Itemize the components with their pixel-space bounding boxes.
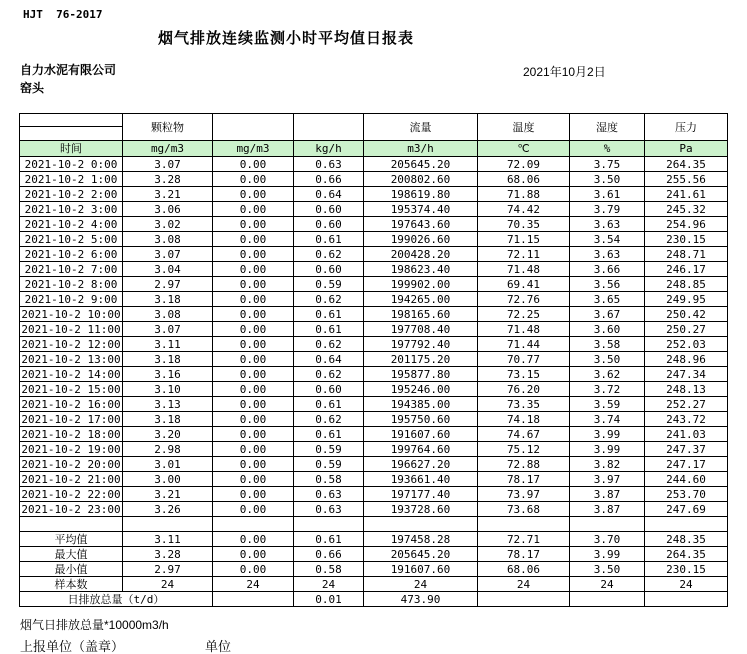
time-cell: 2021-10-2 0:00 bbox=[20, 157, 123, 172]
summary-pm-concentration: 3.28 bbox=[123, 547, 213, 562]
flow-cell: 193728.60 bbox=[364, 502, 478, 517]
pm-concentration-cell: 3.04 bbox=[123, 262, 213, 277]
flow-cell: 197708.40 bbox=[364, 322, 478, 337]
humidity-cell: 3.60 bbox=[570, 322, 645, 337]
time-cell: 2021-10-2 18:00 bbox=[21, 427, 121, 441]
pm-secondary-cell: 0.00 bbox=[213, 202, 294, 217]
pm-secondary-cell: 0.00 bbox=[213, 292, 294, 307]
unit-m3h: m3/h bbox=[364, 141, 478, 157]
corner-cell-top bbox=[20, 114, 123, 127]
time-cell: 2021-10-2 13:00 bbox=[21, 352, 121, 366]
temperature-cell: 78.17 bbox=[478, 472, 570, 487]
table-row bbox=[20, 277, 728, 292]
time-cell: 2021-10-2 23:00 bbox=[21, 502, 121, 516]
temperature-cell: 68.06 bbox=[478, 172, 570, 187]
col-header-temperature: 温度 bbox=[478, 114, 570, 141]
pm-concentration-cell: 3.18 bbox=[123, 352, 213, 367]
time-cell: 2021-10-2 9:00 bbox=[20, 292, 123, 307]
time-cell: 2021-10-2 11:00 bbox=[21, 322, 121, 336]
pressure-cell: 247.34 bbox=[645, 367, 728, 382]
temperature-cell: 73.35 bbox=[478, 397, 570, 412]
temperature-cell: 72.76 bbox=[478, 292, 570, 307]
col-header-flow: 流量 bbox=[364, 114, 478, 141]
summary-row bbox=[20, 532, 728, 547]
reporting-unit-label: 上报单位（盖章） bbox=[20, 639, 125, 654]
daily-total-flow: 473.90 bbox=[364, 592, 478, 607]
humidity-cell: 3.72 bbox=[570, 382, 645, 397]
flow-cell: 195374.40 bbox=[364, 202, 478, 217]
flow-cell: 194385.00 bbox=[364, 397, 478, 412]
group-header-row bbox=[20, 114, 728, 127]
humidity-cell: 3.63 bbox=[570, 217, 645, 232]
monitoring-point: 窑头 bbox=[20, 81, 45, 95]
page-title: 烟气排放连续监测小时平均值日报表 bbox=[158, 30, 415, 47]
temperature-cell: 72.88 bbox=[478, 457, 570, 472]
table-row bbox=[20, 307, 728, 322]
temperature-cell: 73.68 bbox=[478, 502, 570, 517]
pm-rate-cell: 0.66 bbox=[294, 172, 364, 187]
humidity-cell: 3.97 bbox=[570, 472, 645, 487]
time-cell: 2021-10-2 2:00 bbox=[20, 187, 123, 202]
pm-concentration-cell: 3.20 bbox=[123, 427, 213, 442]
pm-concentration-cell: 2.97 bbox=[123, 277, 213, 292]
table-row bbox=[20, 352, 728, 367]
pm-concentration-cell: 3.26 bbox=[123, 502, 213, 517]
pm-concentration-cell: 3.07 bbox=[123, 247, 213, 262]
humidity-cell: 3.87 bbox=[570, 487, 645, 502]
unit-pa: Pa bbox=[645, 141, 728, 157]
pressure-cell: 252.27 bbox=[645, 397, 728, 412]
flow-cell: 199026.60 bbox=[364, 232, 478, 247]
pressure-cell: 264.35 bbox=[645, 157, 728, 172]
table-row bbox=[20, 367, 728, 382]
time-header: 时间 bbox=[20, 141, 123, 157]
spacer-row bbox=[20, 517, 728, 532]
table-row bbox=[20, 247, 728, 262]
table-row bbox=[20, 262, 728, 277]
summary-humidity: 3.70 bbox=[570, 532, 645, 547]
pm-secondary-cell: 0.00 bbox=[213, 217, 294, 232]
pressure-cell: 254.96 bbox=[645, 217, 728, 232]
humidity-cell: 3.99 bbox=[570, 442, 645, 457]
temperature-cell: 71.88 bbox=[478, 187, 570, 202]
summary-humidity: 24 bbox=[570, 577, 645, 592]
temperature-cell: 69.41 bbox=[478, 277, 570, 292]
time-cell: 2021-10-2 15:00 bbox=[21, 382, 121, 396]
pm-secondary-cell: 0.00 bbox=[213, 187, 294, 202]
col-header-blank-2 bbox=[294, 114, 364, 141]
pm-concentration-cell: 3.07 bbox=[123, 322, 213, 337]
table-row bbox=[20, 157, 728, 172]
humidity-cell: 3.99 bbox=[570, 427, 645, 442]
temperature-cell: 74.67 bbox=[478, 427, 570, 442]
pm-rate-cell: 0.62 bbox=[294, 292, 364, 307]
summary-humidity: 3.50 bbox=[570, 562, 645, 577]
pm-rate-cell: 0.64 bbox=[294, 352, 364, 367]
summary-pm-rate: 0.66 bbox=[294, 547, 364, 562]
pm-concentration-cell: 3.06 bbox=[123, 202, 213, 217]
col-header-pressure: 压力 bbox=[645, 114, 728, 141]
table-row bbox=[20, 292, 728, 307]
table-row bbox=[20, 457, 728, 472]
pm-rate-cell: 0.61 bbox=[294, 322, 364, 337]
table-row bbox=[20, 382, 728, 397]
summary-pm-secondary: 24 bbox=[213, 577, 294, 592]
pm-rate-cell: 0.60 bbox=[294, 262, 364, 277]
time-cell: 2021-10-2 17:00 bbox=[21, 412, 121, 426]
humidity-cell: 3.66 bbox=[570, 262, 645, 277]
flow-cell: 195750.60 bbox=[364, 412, 478, 427]
humidity-cell: 3.61 bbox=[570, 187, 645, 202]
table-row bbox=[20, 217, 728, 232]
summary-label: 样本数 bbox=[20, 577, 123, 592]
humidity-cell: 3.59 bbox=[570, 397, 645, 412]
pm-secondary-cell: 0.00 bbox=[213, 487, 294, 502]
units-row bbox=[20, 141, 728, 157]
time-cell: 2021-10-2 12:00 bbox=[21, 337, 121, 351]
table-row bbox=[20, 232, 728, 247]
summary-pm-concentration: 2.97 bbox=[123, 562, 213, 577]
pm-concentration-cell: 3.21 bbox=[123, 187, 213, 202]
table-row bbox=[20, 502, 728, 517]
pm-rate-cell: 0.62 bbox=[294, 367, 364, 382]
summary-flow: 197458.28 bbox=[364, 532, 478, 547]
time-cell: 2021-10-2 22:00 bbox=[21, 487, 121, 501]
humidity-cell: 3.74 bbox=[570, 412, 645, 427]
pressure-cell: 241.03 bbox=[645, 427, 728, 442]
summary-temperature: 68.06 bbox=[478, 562, 570, 577]
pm-concentration-cell: 3.11 bbox=[123, 337, 213, 352]
summary-pressure: 24 bbox=[645, 577, 728, 592]
summary-row bbox=[20, 562, 728, 577]
humidity-cell: 3.62 bbox=[570, 367, 645, 382]
humidity-cell: 3.56 bbox=[570, 277, 645, 292]
pressure-cell: 248.13 bbox=[645, 382, 728, 397]
data-rows bbox=[20, 157, 728, 517]
pm-secondary-cell: 0.00 bbox=[213, 247, 294, 262]
time-cell: 2021-10-2 1:00 bbox=[20, 172, 123, 187]
flow-cell: 194265.00 bbox=[364, 292, 478, 307]
pm-secondary-cell: 0.00 bbox=[213, 382, 294, 397]
pm-secondary-cell: 0.00 bbox=[213, 322, 294, 337]
col-header-particulate: 颗粒物 bbox=[123, 114, 213, 141]
pressure-cell: 243.72 bbox=[645, 412, 728, 427]
humidity-cell: 3.87 bbox=[570, 502, 645, 517]
flow-cell: 195877.80 bbox=[364, 367, 478, 382]
pressure-cell: 252.03 bbox=[645, 337, 728, 352]
col-header-humidity: 湿度 bbox=[570, 114, 645, 141]
humidity-cell: 3.54 bbox=[570, 232, 645, 247]
summary-humidity: 3.99 bbox=[570, 547, 645, 562]
pm-concentration-cell: 3.02 bbox=[123, 217, 213, 232]
pressure-cell: 248.71 bbox=[645, 247, 728, 262]
temperature-cell: 72.09 bbox=[478, 157, 570, 172]
unit-kgh: kg/h bbox=[294, 141, 364, 157]
summary-flow: 191607.60 bbox=[364, 562, 478, 577]
temperature-cell: 72.25 bbox=[478, 307, 570, 322]
flow-cell: 197643.60 bbox=[364, 217, 478, 232]
pressure-cell: 253.70 bbox=[645, 487, 728, 502]
time-cell: 2021-10-2 4:00 bbox=[20, 217, 123, 232]
flow-cell: 205645.20 bbox=[364, 157, 478, 172]
humidity-cell: 3.50 bbox=[570, 352, 645, 367]
pressure-cell: 250.27 bbox=[645, 322, 728, 337]
pm-secondary-cell: 0.00 bbox=[213, 472, 294, 487]
flow-cell: 191607.60 bbox=[364, 427, 478, 442]
summary-flow: 24 bbox=[364, 577, 478, 592]
pm-secondary-cell: 0.00 bbox=[213, 427, 294, 442]
temperature-cell: 72.11 bbox=[478, 247, 570, 262]
temperature-cell: 74.18 bbox=[478, 412, 570, 427]
pressure-cell: 255.56 bbox=[645, 172, 728, 187]
time-cell: 2021-10-2 21:00 bbox=[21, 472, 121, 486]
pm-concentration-cell: 3.07 bbox=[123, 157, 213, 172]
pm-secondary-cell: 0.00 bbox=[213, 397, 294, 412]
pressure-cell: 244.60 bbox=[645, 472, 728, 487]
pm-rate-cell: 0.60 bbox=[294, 382, 364, 397]
pm-rate-cell: 0.62 bbox=[294, 412, 364, 427]
pm-concentration-cell: 3.16 bbox=[123, 367, 213, 382]
unit-mgm3: mg/m3 bbox=[213, 141, 294, 157]
time-cell: 2021-10-2 19:00 bbox=[21, 442, 121, 456]
table-row bbox=[20, 172, 728, 187]
temperature-cell: 70.77 bbox=[478, 352, 570, 367]
temperature-cell: 71.44 bbox=[478, 337, 570, 352]
temperature-cell: 71.15 bbox=[478, 232, 570, 247]
pm-rate-cell: 0.59 bbox=[294, 442, 364, 457]
unit-percent: % bbox=[570, 141, 645, 157]
time-cell: 2021-10-2 10:00 bbox=[21, 307, 121, 321]
pm-secondary-cell: 0.00 bbox=[213, 172, 294, 187]
summary-row bbox=[20, 547, 728, 562]
humidity-cell: 3.75 bbox=[570, 157, 645, 172]
pm-secondary-cell: 0.00 bbox=[213, 262, 294, 277]
pressure-cell: 247.37 bbox=[645, 442, 728, 457]
time-cell: 2021-10-2 16:00 bbox=[21, 397, 121, 411]
flow-cell: 196627.20 bbox=[364, 457, 478, 472]
temperature-cell: 73.15 bbox=[478, 367, 570, 382]
pm-concentration-cell: 3.10 bbox=[123, 382, 213, 397]
summary-row bbox=[20, 577, 728, 592]
summary-pm-rate: 24 bbox=[294, 577, 364, 592]
pm-secondary-cell: 0.00 bbox=[213, 337, 294, 352]
summary-pm-secondary: 0.00 bbox=[213, 562, 294, 577]
pressure-cell: 248.85 bbox=[645, 277, 728, 292]
flow-cell: 193661.40 bbox=[364, 472, 478, 487]
pm-rate-cell: 0.60 bbox=[294, 217, 364, 232]
report-date: 2021年10月2日 bbox=[523, 65, 606, 79]
pm-concentration-cell: 3.08 bbox=[123, 307, 213, 322]
pm-secondary-cell: 0.00 bbox=[213, 232, 294, 247]
pm-rate-cell: 0.63 bbox=[294, 487, 364, 502]
pm-secondary-cell: 0.00 bbox=[213, 442, 294, 457]
time-cell: 2021-10-2 5:00 bbox=[20, 232, 123, 247]
time-cell: 2021-10-2 8:00 bbox=[20, 277, 123, 292]
pm-concentration-cell: 3.08 bbox=[123, 232, 213, 247]
table-row bbox=[20, 202, 728, 217]
daily-total-pm: 0.01 bbox=[294, 592, 364, 607]
pm-rate-cell: 0.59 bbox=[294, 277, 364, 292]
flow-cell: 197792.40 bbox=[364, 337, 478, 352]
pm-rate-cell: 0.62 bbox=[294, 337, 364, 352]
pm-rate-cell: 0.64 bbox=[294, 187, 364, 202]
pm-concentration-cell: 3.21 bbox=[123, 487, 213, 502]
pressure-cell: 230.15 bbox=[645, 232, 728, 247]
flow-cell: 199764.60 bbox=[364, 442, 478, 457]
summary-rows bbox=[20, 532, 728, 592]
summary-pm-secondary: 0.00 bbox=[213, 547, 294, 562]
summary-temperature: 72.71 bbox=[478, 532, 570, 547]
pm-rate-cell: 0.58 bbox=[294, 472, 364, 487]
flow-cell: 198619.80 bbox=[364, 187, 478, 202]
flow-cell: 201175.20 bbox=[364, 352, 478, 367]
company-name: 自力水泥有限公司 bbox=[20, 63, 117, 77]
table-row bbox=[20, 472, 728, 487]
pm-concentration-cell: 3.00 bbox=[123, 472, 213, 487]
summary-pm-rate: 0.61 bbox=[294, 532, 364, 547]
summary-pm-secondary: 0.00 bbox=[213, 532, 294, 547]
time-cell: 2021-10-2 7:00 bbox=[20, 262, 123, 277]
humidity-cell: 3.79 bbox=[570, 202, 645, 217]
flow-cell: 200802.60 bbox=[364, 172, 478, 187]
pm-concentration-cell: 3.28 bbox=[123, 172, 213, 187]
pm-secondary-cell: 0.00 bbox=[213, 352, 294, 367]
humidity-cell: 3.82 bbox=[570, 457, 645, 472]
daily-total-row bbox=[20, 592, 728, 607]
daily-total-blank bbox=[213, 592, 294, 607]
pressure-cell: 247.69 bbox=[645, 502, 728, 517]
table-row bbox=[20, 412, 728, 427]
summary-pm-concentration: 24 bbox=[123, 577, 213, 592]
summary-flow: 205645.20 bbox=[364, 547, 478, 562]
pm-rate-cell: 0.61 bbox=[294, 427, 364, 442]
summary-label: 平均值 bbox=[20, 532, 123, 547]
humidity-cell: 3.63 bbox=[570, 247, 645, 262]
pm-rate-cell: 0.61 bbox=[294, 307, 364, 322]
pm-secondary-cell: 0.00 bbox=[213, 457, 294, 472]
pm-secondary-cell: 0.00 bbox=[213, 502, 294, 517]
pressure-cell: 245.32 bbox=[645, 202, 728, 217]
pm-rate-cell: 0.63 bbox=[294, 157, 364, 172]
humidity-cell: 3.58 bbox=[570, 337, 645, 352]
table-row bbox=[20, 322, 728, 337]
pm-rate-cell: 0.60 bbox=[294, 202, 364, 217]
pm-concentration-cell: 3.18 bbox=[123, 412, 213, 427]
pressure-cell: 248.96 bbox=[645, 352, 728, 367]
unit-pm-mgm3: mg/m3 bbox=[123, 141, 213, 157]
summary-label: 最大值 bbox=[20, 547, 123, 562]
pressure-cell: 250.42 bbox=[645, 307, 728, 322]
pm-secondary-cell: 0.00 bbox=[213, 277, 294, 292]
pressure-cell: 246.17 bbox=[645, 262, 728, 277]
time-cell: 2021-10-2 6:00 bbox=[20, 247, 123, 262]
temperature-cell: 74.42 bbox=[478, 202, 570, 217]
flow-cell: 195246.00 bbox=[364, 382, 478, 397]
time-cell: 2021-10-2 20:00 bbox=[21, 457, 121, 471]
humidity-cell: 3.67 bbox=[570, 307, 645, 322]
pm-concentration-cell: 2.98 bbox=[123, 442, 213, 457]
pm-secondary-cell: 0.00 bbox=[213, 157, 294, 172]
table-row bbox=[20, 442, 728, 457]
summary-temperature: 78.17 bbox=[478, 547, 570, 562]
table-row bbox=[20, 397, 728, 412]
summary-pm-concentration: 3.11 bbox=[123, 532, 213, 547]
report-table bbox=[19, 113, 728, 607]
table-row bbox=[20, 427, 728, 442]
summary-temperature: 24 bbox=[478, 577, 570, 592]
pm-concentration-cell: 3.13 bbox=[123, 397, 213, 412]
summary-pressure: 248.35 bbox=[645, 532, 728, 547]
corner-cell-bottom bbox=[20, 127, 123, 141]
summary-label: 最小值 bbox=[20, 562, 123, 577]
temperature-cell: 71.48 bbox=[478, 322, 570, 337]
pm-concentration-cell: 3.18 bbox=[123, 292, 213, 307]
summary-pressure: 264.35 bbox=[645, 547, 728, 562]
temperature-cell: 73.97 bbox=[478, 487, 570, 502]
pressure-cell: 241.61 bbox=[645, 187, 728, 202]
col-header-blank-1 bbox=[213, 114, 294, 141]
time-cell: 2021-10-2 14:00 bbox=[21, 367, 121, 381]
pm-concentration-cell: 3.01 bbox=[123, 457, 213, 472]
pressure-cell: 247.17 bbox=[645, 457, 728, 472]
unit-celsius: ℃ bbox=[478, 141, 570, 157]
unit-label: 单位 bbox=[205, 639, 232, 654]
pm-rate-cell: 0.61 bbox=[294, 232, 364, 247]
humidity-cell: 3.65 bbox=[570, 292, 645, 307]
pm-secondary-cell: 0.00 bbox=[213, 367, 294, 382]
temperature-cell: 70.35 bbox=[478, 217, 570, 232]
summary-pressure: 230.15 bbox=[645, 562, 728, 577]
pm-secondary-cell: 0.00 bbox=[213, 307, 294, 322]
signature-line bbox=[20, 636, 520, 654]
flow-cell: 198623.40 bbox=[364, 262, 478, 277]
standard-number: HJT 76-2017 bbox=[23, 8, 103, 21]
flow-cell: 197177.40 bbox=[364, 487, 478, 502]
pm-rate-cell: 0.62 bbox=[294, 247, 364, 262]
daily-total-label: 日排放总量（t/d） bbox=[20, 592, 213, 607]
humidity-cell: 3.50 bbox=[570, 172, 645, 187]
pm-rate-cell: 0.59 bbox=[294, 457, 364, 472]
table-row bbox=[20, 187, 728, 202]
flow-cell: 198165.60 bbox=[364, 307, 478, 322]
pm-secondary-cell: 0.00 bbox=[213, 412, 294, 427]
flow-cell: 200428.20 bbox=[364, 247, 478, 262]
flow-cell: 199902.00 bbox=[364, 277, 478, 292]
table-row bbox=[20, 337, 728, 352]
pressure-cell: 249.95 bbox=[645, 292, 728, 307]
temperature-cell: 71.48 bbox=[478, 262, 570, 277]
pm-rate-cell: 0.61 bbox=[294, 397, 364, 412]
table-row bbox=[20, 487, 728, 502]
temperature-cell: 76.20 bbox=[478, 382, 570, 397]
summary-pm-rate: 0.58 bbox=[294, 562, 364, 577]
temperature-cell: 75.12 bbox=[478, 442, 570, 457]
pm-rate-cell: 0.63 bbox=[294, 502, 364, 517]
flow-total-note: 烟气日排放总量*10000m3/h bbox=[20, 618, 169, 632]
time-cell: 2021-10-2 3:00 bbox=[20, 202, 123, 217]
